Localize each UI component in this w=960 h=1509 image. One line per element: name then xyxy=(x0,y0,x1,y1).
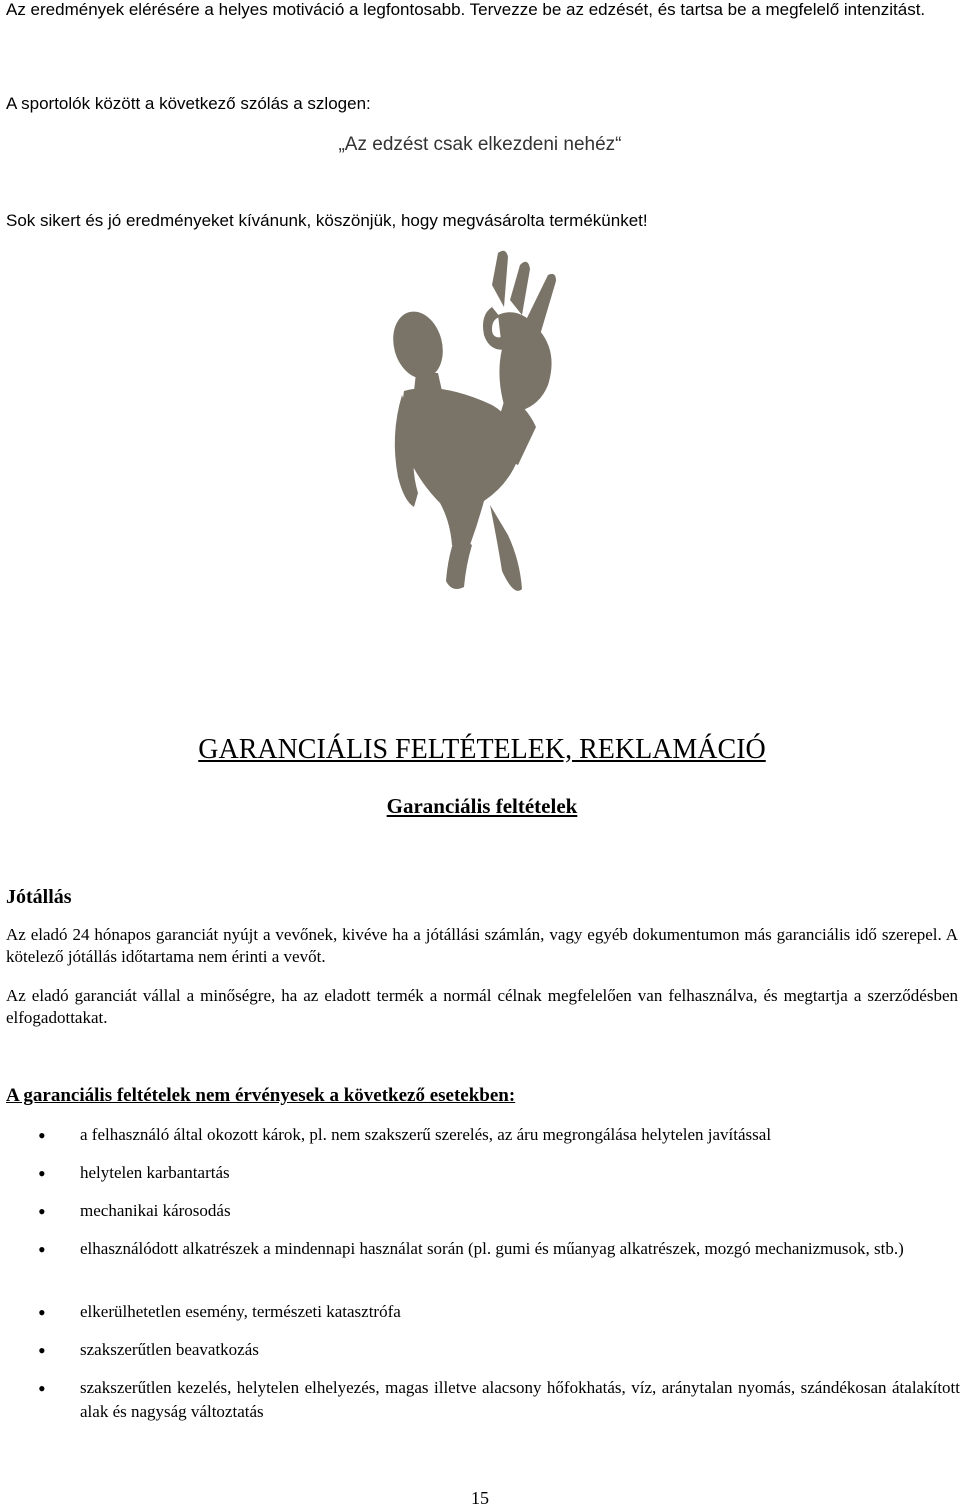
bullet-icon: • xyxy=(38,1338,46,1363)
list-item: szakszerűtlen kezelés, helytelen elhelyezés, magas illetve alacsony hőfokhatás, víz, aránytalan nyomás, szándékosan átalakított alak és nagyság változtatás xyxy=(80,1378,960,1421)
list-item: helytelen karbantartás xyxy=(80,1163,230,1182)
list-item: elkerülhetetlen esemény, természeti katasztrófa xyxy=(80,1302,401,1321)
intro-paragraph-motivation: Az eredmények elérésére a helyes motiváció a legfontosabb. Tervezze be az edzését, és tartsa be a megfelelő intenzitást. xyxy=(6,0,926,19)
bullet-icon: • xyxy=(38,1376,46,1401)
exclusions-heading: A garanciális feltételek nem érvényesek a következő esetekben: xyxy=(6,1085,516,1106)
list-item: mechanikai károsodás xyxy=(80,1201,231,1220)
page-number: 15 xyxy=(471,1488,489,1508)
list-item: a felhasználó által okozott károk, pl. nem szakszerű szerelés, az áru megrongálása helytelen javítással xyxy=(80,1125,772,1144)
page-title: GARANCIÁLIS FELTÉTELEK, REKLAMÁCIÓ xyxy=(198,734,766,765)
slogan-quote: „Az edzést csak elkezdeni nehéz“ xyxy=(338,134,622,155)
bullet-icon: • xyxy=(38,1161,46,1186)
bullet-icon: • xyxy=(38,1300,46,1325)
warranty-paragraph-duration: Az eladó 24 hónapos garanciát nyújt a vevőnek, kivéve ha a jótállási számlán, vagy egyéb dokumentumon más garanciális idő szerepel. A kötelező jótállás időtartama nem érinti a vevőt. xyxy=(6,925,958,966)
section-subtitle: Garanciális feltételek xyxy=(386,794,578,818)
bullet-icon: • xyxy=(38,1123,46,1148)
bullet-icon: • xyxy=(38,1199,46,1224)
warranty-paragraph-quality: Az eladó garanciát vállal a minőségre, ha az eladott termék a normál célnak megfelelően van felhasználva, és megtartja a szerződésben elfogadottakat. xyxy=(6,986,958,1027)
list-item: elhasználódott alkatrészek a mindennapi használat során (pl. gumi és műanyag alkatrészek, mozgó mechanizmusok, stb.) xyxy=(80,1239,904,1258)
warranty-heading: Jótállás xyxy=(6,886,72,908)
ok-hand-person-illustration xyxy=(380,245,580,605)
bullet-icon: • xyxy=(38,1237,46,1262)
list-item: szakszerűtlen beavatkozás xyxy=(80,1340,259,1359)
intro-paragraph-thanks: Sok sikert és jó eredményeket kívánunk, köszönjük, hogy megvásárolta termékünket! xyxy=(6,211,648,230)
intro-paragraph-slogan: A sportolók között a következő szólás a szlogen: xyxy=(6,94,371,113)
